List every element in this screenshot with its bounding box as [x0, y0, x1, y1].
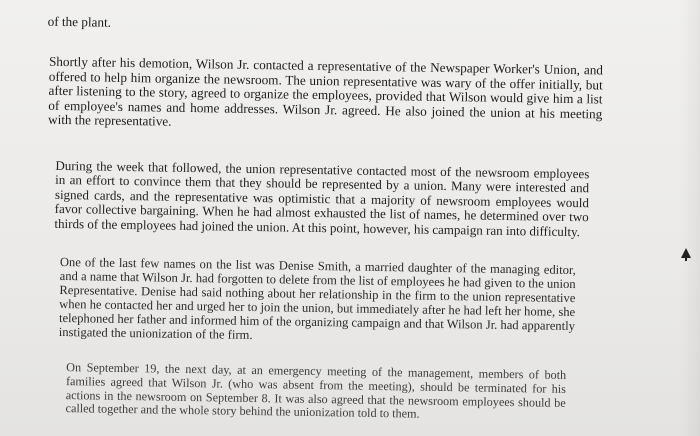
paragraph-demotion: Shortly after his demotion, Wilson Jr. contacted a representative of the Newspaper Worker's Union, and offered to help him organize the newsroom. The union representative was wary of the offer initially, but after listening to the story, agreed to organize the employees, provided that Wilson would give him a list of employee's names and home addresses. Wilson Jr. agreed. He also joined the union at his meeting with the representative.: [48, 53, 604, 130]
paragraph-denise-smith: One of the last few names on the list was Denise Smith, a married daughter of the managing editor, and a name that Wilson Jr. had forgotten to delete from the list of employees he had given to the union Representative. Denise had said nothing about her relationship in the firm to the union representative when he contacted her and urged her to join the union, but immediately after he had left her home, she telephoned her father and informed him of the organizing campaign and that Wilson Jr. had apparently instigated the unionization of the firm.: [58, 254, 576, 343]
paragraph-fragment: of the plant.: [47, 13, 112, 30]
paragraph-union-campaign: During the week that followed, the union representative contacted most of the newsroom employees in an effort to convince them that they should be represented by a union. Many were interested and signed cards, and the representative was optimistic that a majority of newsroom employees would favor collective bargaining. When he had almost exhausted the list of names, he determined over two thirds of the employees had joined the union. At this point, however, his campaign ran into difficulty.: [54, 157, 590, 239]
paragraph-emergency-meeting: On September 19, the next day, at an emergency meeting of the management, members of both families agreed that Wilson Jr. (who was absent from the meeting), should be terminated for his actions in the newsroom on September 8. It was also agreed that the newsroom employees should be called together and the whole story behind the unionization told to them.: [65, 360, 567, 422]
page-edge-shadow: [680, 0, 700, 436]
